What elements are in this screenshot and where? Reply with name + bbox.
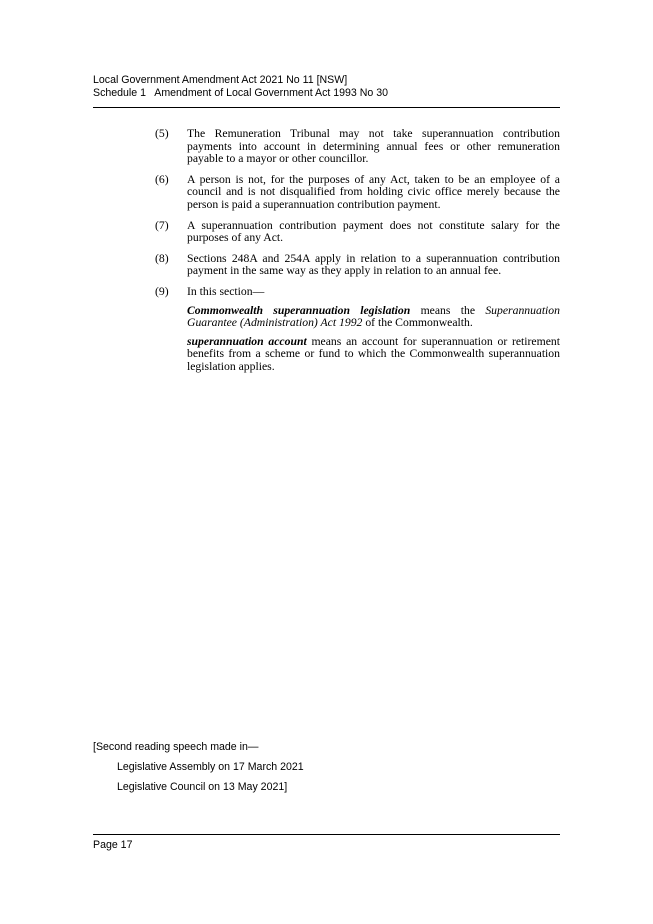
subsection-number: (7) [155,218,169,232]
subsection-number: (8) [155,251,169,265]
subsection-number: (6) [155,172,169,186]
running-header [93,74,560,100]
definition-text: means an account for superannuation or retirement benefits from a scheme or fund to which the Commonwealth superannuation legislation applies. [187,334,560,373]
subsection-text: In this section— [187,284,265,298]
subsection-number: (5) [155,127,169,140]
subsection-text: The Remuneration Tribunal may not take superannuation contribution payments into account in determining annual fees or other remuneration payable to a mayor or other councillor. [187,127,560,166]
page-number: Page 17 [93,839,133,851]
subsection-text: A person is not, for the purposes of any Act, taken to be an employee of a council and is not disqualified from holding civic office merely because the person is paid a superannuation contribution payment. [187,172,560,211]
subsection-text: A superannuation contribution payment does not constitute salary for the purposes of any Act. [187,218,560,245]
subsection-text: Sections 248A and 254A apply in relation to a superannuation contribution payment in the same way as they apply in relation to an annual fee. [187,251,560,278]
definition-text: means the [410,303,486,317]
defined-term: superannuation account [187,334,307,348]
speech-heading: [Second reading speech made in— [93,741,259,753]
subsection-7 [93,220,560,245]
speech-council-date: Legislative Council on 13 May 2021] [117,781,288,793]
footer-divider [93,834,560,835]
subsection-5 [93,128,560,166]
subsection-number: (9) [155,284,169,298]
definition-text: of the Commonwealth. [362,316,473,330]
header-act-title: Local Government Amendment Act 2021 No 11 [NSW] [93,74,348,86]
header-schedule-title: Schedule 1 Amendment of Local Government Act 1993 No 30 [93,87,389,99]
section-body [93,128,560,382]
subsection-8 [93,253,560,278]
subsection-6 [93,174,560,212]
header-divider [93,107,560,108]
subsection-9 [93,286,560,374]
definition-commonwealth-superannuation-legislation [187,305,560,330]
speech-assembly-date: Legislative Assembly on 17 March 2021 [117,761,304,773]
act-title: Superannuation Guarantee (Administration) Act 1992 [187,303,560,330]
definition-superannuation-account [187,336,560,374]
second-reading-speech-note [93,741,560,801]
defined-term: Commonwealth superannuation legislation [187,303,411,317]
